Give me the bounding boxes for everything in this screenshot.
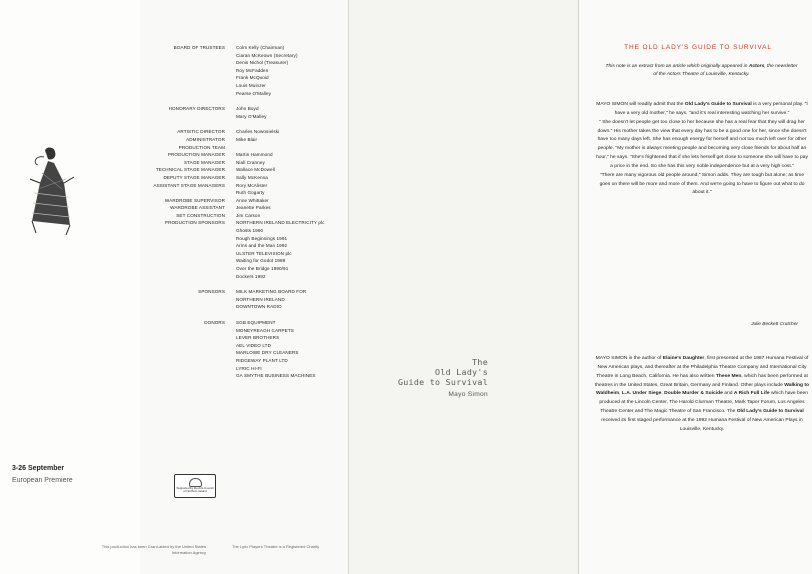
biography-paragraph: MAYO SIMON is the author of Elaine's Daughter, first presented at the 1987 Humana Festival of New American plays, and thereafter at the Philadelphia Theatre Company and International City Theatre in Long Beach, California. He has also written These Men, which has been performed at theatres in the United States, Great Britain, Germany and Finland. Other plays include Walking to Waldheim, L.A. Under Siege, Double Murder & Suicide and A Rich Full Life which have been produced at the Lincoln Center, The Harold Clurman Theatre, Mark Taper Forum, Los Angeles Theatre Center and The Magic Theatre of San Francisco. The Old Lady's Guide to Survival received its first staged performance at the 1992 Humana Festival of New American Plays in Louisville, Kentucky.: [594, 356, 810, 432]
credit-row: [146, 257, 346, 265]
arts-council-logo-text: Supported by the Arts Council of Northern Ireland: [176, 486, 214, 494]
author-name: Mayo Simon: [448, 391, 488, 398]
credit-row: [146, 204, 346, 212]
credit-row: [146, 342, 346, 350]
credit-role: [146, 189, 236, 197]
credit-name: DOWNTOWN RADIO: [236, 304, 282, 310]
credit-name: NORTHERN IRELAND ELECTRICITY plc: [236, 220, 325, 226]
credit-name: MILK MARKETING BOARD FOR: [236, 289, 307, 295]
credit-name: Ruth Gogarty: [236, 190, 265, 196]
credit-role: [146, 273, 236, 281]
credit-row: [146, 219, 346, 227]
credit-group: [146, 105, 346, 120]
credit-row: [146, 212, 346, 220]
credit-name: NORTHERN IRELAND: [236, 296, 285, 302]
credit-name: Jeanette Parkes: [236, 205, 271, 211]
credit-role: DONORS: [204, 320, 225, 325]
credit-name: MONEYREAGH CARPETS: [236, 327, 294, 333]
credit-name: Denis Nichol (Treasurer): [236, 60, 289, 66]
credit-row: [146, 250, 346, 258]
credit-group: [146, 204, 346, 212]
credit-row: [146, 327, 346, 335]
credit-row: [146, 82, 346, 90]
credit-name: Rory McAlister: [236, 182, 268, 188]
credit-role: [146, 365, 236, 373]
play-title: [370, 357, 488, 387]
credit-role: ASSISTANT STAGE MANAGERS: [153, 182, 225, 188]
article-signature: Julie Beckett Crutcher: [751, 322, 798, 327]
credit-name: Mary O'Malley: [236, 113, 267, 119]
credit-row: [146, 105, 346, 113]
credit-group: [146, 151, 346, 159]
credit-name: SGB EQUIPMENT: [236, 320, 276, 325]
credit-row: [146, 357, 346, 365]
credit-row: [146, 90, 346, 98]
credit-role: SET CONSTRUCTION: [176, 212, 225, 218]
credit-name: RIDGEWAY PLANT LTD: [236, 357, 288, 363]
credit-role: [146, 250, 236, 258]
credit-group: [146, 128, 346, 136]
credit-name: John Boyd: [236, 106, 259, 112]
article-body: [594, 101, 810, 198]
credit-group: [146, 212, 346, 220]
credit-name: Charles Nowosielski: [236, 129, 280, 135]
performance-dates: 3-26 September: [12, 465, 65, 472]
credit-row: [146, 197, 346, 205]
credit-role: [146, 235, 236, 243]
credit-name: Roy McFadden: [236, 67, 269, 73]
credit-row: [146, 288, 346, 296]
credit-row: [146, 144, 346, 152]
credit-name: Frank McQuoid: [236, 75, 269, 81]
credit-name: Wallace McDowell: [236, 167, 275, 173]
credit-name: Ghosts 1990: [236, 228, 264, 234]
credit-group: [146, 174, 346, 182]
credit-row: [146, 296, 346, 304]
credit-role: [146, 349, 236, 357]
credit-role: ADMINISTRATOR: [186, 136, 225, 142]
credit-role: [146, 265, 236, 273]
credit-row: [146, 227, 346, 235]
credit-group: [146, 182, 346, 197]
credit-name: Colm Kelly (Chairman): [236, 45, 285, 50]
panel-article: [578, 0, 812, 574]
credit-row: [146, 319, 346, 327]
credit-row: [146, 242, 346, 250]
credit-group: [146, 136, 346, 144]
credit-name: LEVER BROTHERS: [236, 335, 280, 341]
credit-row: [146, 74, 346, 82]
credit-group: [146, 319, 346, 380]
credit-role: [146, 257, 236, 265]
arts-council-logo: [174, 474, 216, 498]
credit-name: [236, 144, 346, 152]
credit-row: [146, 128, 346, 136]
premiere-label: European Premiere: [12, 477, 73, 484]
credit-role: [146, 327, 236, 335]
play-title-line: The: [472, 357, 488, 367]
credit-role: [146, 372, 236, 380]
credit-role: [146, 52, 236, 60]
credit-role: [146, 67, 236, 75]
credit-name: Niall Cranney: [236, 159, 265, 165]
credit-role: PRODUCTION SPONSORS: [164, 220, 225, 226]
credit-name: AEL VIDEO LTD: [236, 342, 271, 348]
credit-name: Sally McKenna: [236, 174, 268, 180]
credit-role: [146, 303, 236, 311]
credit-role: SPONSORS: [198, 289, 225, 295]
credit-name: Ciaran McKeown (Secretary): [236, 52, 298, 58]
credit-role: ARTISTIC DIRECTOR: [177, 129, 225, 135]
credit-row: [146, 44, 346, 52]
credits-list: [146, 44, 346, 388]
credit-row: [146, 235, 346, 243]
credit-role: WARDROBE ASSISTANT: [170, 205, 225, 211]
fold-line: [348, 0, 349, 574]
credit-row: [146, 365, 346, 373]
credit-row: [146, 273, 346, 281]
credit-row: [146, 174, 346, 182]
credit-name: MARLOWE DRY CLEANERS: [236, 350, 299, 356]
credit-role: WARDROBE SUPERVISOR: [164, 197, 225, 203]
article-note: This note is an extract from an article which originally appeared in Actors, the newsletter of the Actors Theatre of Louisville, Kentucky.: [605, 64, 798, 77]
credit-row: [146, 372, 346, 380]
credit-name: Waiting for Godot 1989: [236, 258, 286, 264]
article-paragraph: "There are many vigorous old people around," Simon adds. They are tough but alone; as time goes on there will be more and more of them. And we're going to have to figure out what to do about it.": [599, 172, 805, 196]
credit-name: GA SMYTHE BUSINESS MACHINES: [236, 373, 316, 379]
credit-row: [146, 182, 346, 190]
credit-row: [146, 349, 346, 357]
play-title-line: Guide to Survival: [397, 377, 488, 387]
credit-name: Martin Hammond: [236, 152, 273, 158]
credit-group: [146, 166, 346, 174]
credit-row: [146, 159, 346, 167]
old-lady-illustration: [24, 143, 80, 237]
play-title-line: Old Lady's: [435, 367, 488, 377]
charity-footnote: The Lyric Players Theatre is a Registered Charity: [232, 544, 320, 549]
credit-role: [146, 59, 236, 67]
panel-title: [348, 0, 578, 574]
credit-row: [146, 151, 346, 159]
credit-role: [146, 74, 236, 82]
credit-name: Jim Carson: [236, 212, 261, 218]
credit-row: [146, 59, 346, 67]
credit-row: [146, 334, 346, 342]
article-heading: THE OLD LADY'S GUIDE TO SURVIVAL: [624, 44, 772, 51]
credit-row: [146, 189, 346, 197]
credit-name: ULSTER TELEVISION plc: [236, 250, 292, 256]
credit-role: [146, 82, 236, 90]
credit-row: [146, 67, 346, 75]
credit-role: [146, 357, 236, 365]
credit-name: Pearse O'Malley: [236, 90, 272, 96]
credit-role: TECHNICAL STAGE MANAGER: [155, 167, 225, 173]
credit-name: Rough Beginnings 1991: [236, 235, 288, 241]
credit-role: PRODUCTION MANAGER: [167, 152, 225, 158]
credit-name: Anne Whittaker: [236, 197, 269, 203]
credit-name: Over the Bridge 1990/91: [236, 266, 289, 272]
credit-group: [146, 197, 346, 205]
credit-group: [146, 144, 346, 152]
credit-group: [146, 159, 346, 167]
credit-role: PRODUCTION TEAM: [178, 144, 225, 150]
fold-line: [578, 0, 579, 574]
credit-name: LYRIC HI-FI: [236, 365, 262, 371]
credit-row: [146, 303, 346, 311]
credit-name: Louis Muinzer: [236, 82, 266, 88]
credit-role: [146, 90, 236, 98]
credit-role: [146, 227, 236, 235]
panel-cover-left: [0, 0, 140, 574]
credit-role: [146, 242, 236, 250]
article-paragraph: " She doesn't let people get too close to her because she has a real fear that they will drag her down." His mother takes the view that every day has to be a good one for her, since she doesn't have too many days left. She has enough energy for herself and not too much left over for other people. "My mother is always meeting people and becoming very close friends for about half an hour," he says. "She's frightened that if she lets herself get close to someone she will have to pay a price in the end. So she has this very noble independence but at a very high cost.": [596, 119, 808, 169]
credit-row: [146, 136, 346, 144]
credit-row: [146, 52, 346, 60]
credit-group: [146, 219, 346, 280]
credit-name: Dockers 1992: [236, 273, 266, 279]
credit-name: Arms and the Man 1992: [236, 243, 288, 249]
credit-row: [146, 265, 346, 273]
credit-role: STAGE MANAGER: [183, 159, 225, 165]
credit-group: [146, 288, 346, 311]
credit-role: HONORARY DIRECTORS: [168, 106, 225, 112]
credit-role: DEPUTY STAGE MANAGER: [163, 174, 225, 180]
author-biography: [594, 355, 810, 435]
credit-name: Mike Blair: [236, 136, 258, 142]
credit-role: [146, 342, 236, 350]
credit-role: BOARD OF TRUSTEES: [173, 45, 225, 50]
credit-role: [146, 296, 236, 304]
credit-role: [146, 334, 236, 342]
credit-row: [146, 113, 346, 121]
credit-role: [146, 113, 236, 121]
credit-group: [146, 44, 346, 97]
article-paragraph: MAYO SIMON will readily admit that the Old Lady's Guide to Survival is a very personal play. "I have a very old mother," he says, "and it's real interesting watching her survive.": [596, 102, 808, 116]
grant-footnote: This production has been Grant-aided by the United States Information Agency: [101, 544, 206, 555]
credit-row: [146, 166, 346, 174]
